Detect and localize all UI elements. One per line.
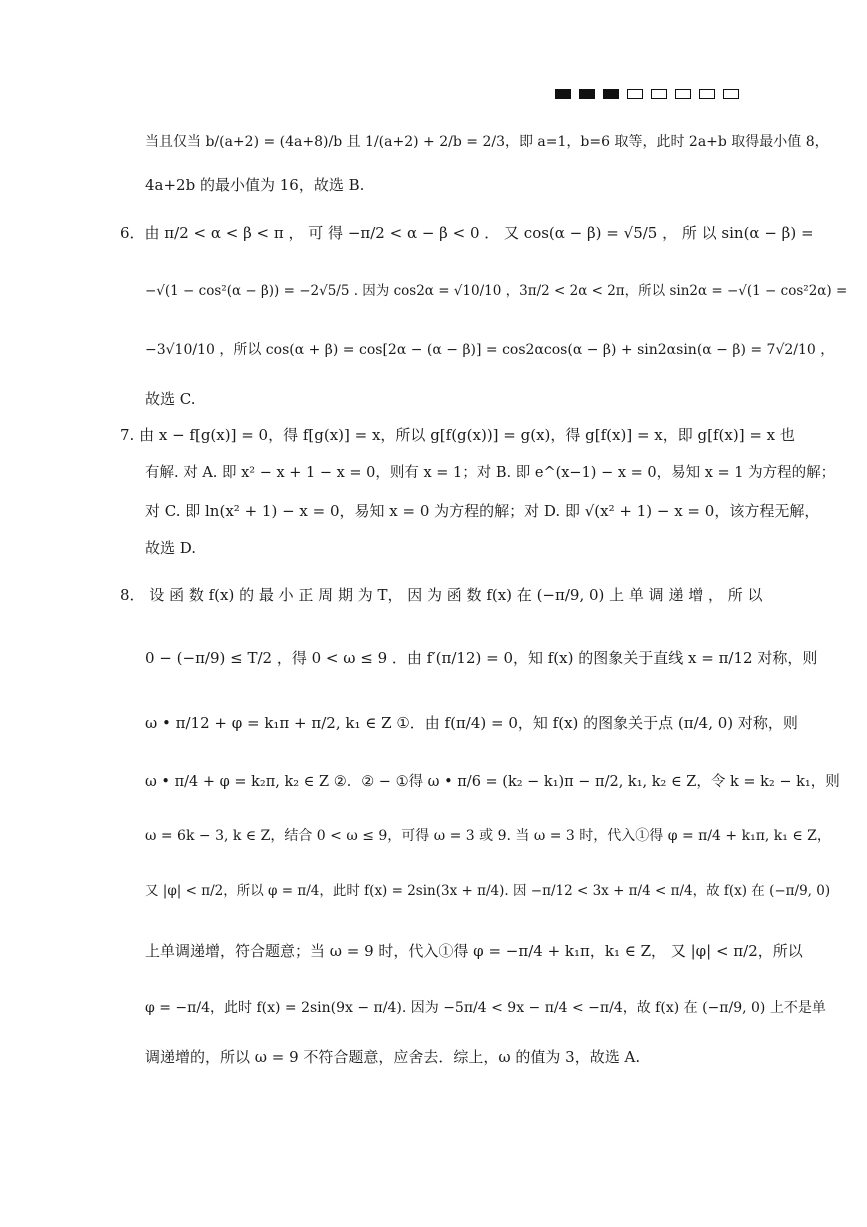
solution-line: −3√10/10 ，所以 cos(α + β) = cos[2α − (α − β)] = cos2αcos(α − β) + sin2αsin(α − β) = 7√2/10 ， <box>145 342 835 358</box>
solution-line: 调递增的，所以 ω = 9 不符合题意，应舍去．综上，ω 的值为 3，故选 A. <box>145 1048 641 1066</box>
solution-line: φ = −π/4，此时 f(x) = 2sin(9x − π/4). 因为 −5π/4 < 9x − π/4 < −π/4，故 f(x) 在 (−π/9, 0) 上不是单 <box>145 1000 826 1016</box>
solution-line: 有解. 对 A. 即 x² − x + 1 − x = 0，则有 x = 1；对 B. 即 e^(x−1) − x = 0，易知 x = 1 为方程的解； <box>145 465 836 481</box>
solution-line: 对 C. 即 ln(x² + 1) − x = 0，易知 x = 0 为方程的解；对 D. 即 √(x² + 1) − x = 0，该方程无解， <box>145 502 820 520</box>
empty-square-icon <box>723 89 739 99</box>
filled-square-icon <box>603 89 619 99</box>
solution-line: ω • π/4 + φ = k₂π, k₂ ∈ Z ②．② − ①得 ω • π/6 = (k₂ − k₁)π − π/2, k₁, k₂ ∈ Z，令 k = k₂ − k₁，则 <box>145 774 840 790</box>
empty-square-icon <box>675 89 691 99</box>
solution-line: ω = 6k − 3, k ∈ Z，结合 0 < ω ≤ 9，可得 ω = 3 或 9. 当 ω = 3 时，代入①得 φ = π/4 + k₁π, k₁ ∈ Z， <box>145 828 831 844</box>
solution-line: 0 − (−π/9) ≤ T/2 ，得 0 < ω ≤ 9 ．由 f′(π/12) = 0，知 f(x) 的图象关于直线 x = π/12 对称，则 <box>145 649 818 667</box>
empty-square-icon <box>651 89 667 99</box>
solution-line: 故选 C. <box>145 390 196 408</box>
filled-square-icon <box>555 89 571 99</box>
empty-square-icon <box>627 89 643 99</box>
solution-line: 上单调递增，符合题意；当 ω = 9 时，代入①得 φ = −π/4 + k₁π，k₁ ∈ Z， 又 |φ| < π/2，所以 <box>145 942 803 960</box>
solution-7-line: 7. 由 x − f[g(x)] = 0，得 f[g(x)] = x，所以 g[f(g(x))] = g(x)，得 g[f(x)] = x，即 g[f(x)] = x 也 <box>120 426 795 444</box>
solution-line: 故选 D. <box>145 539 197 557</box>
solution-line: 当且仅当 b/(a+2) = (4a+8)/b 且 1/(a+2) + 2/b = 2/3，即 a=1，b=6 取等，此时 2a+b 取得最小值 8， <box>145 134 829 150</box>
page-section-marker <box>555 89 739 99</box>
solution-8-line: 8． 设 函 数 f(x) 的 最 小 正 周 期 为 T， 因 为 函 数 f(x) 在 (−π/9, 0) 上 单 调 递 增 ， 所 以 <box>120 586 763 604</box>
solution-line: 又 |φ| < π/2，所以 φ = π/4，此时 f(x) = 2sin(3x + π/4). 因 −π/12 < 3x + π/4 < π/4，故 f(x) 在 (−π/9, 0) <box>145 883 831 899</box>
solution-line: ω • π/12 + φ = k₁π + π/2, k₁ ∈ Z ①．由 f(π/4) = 0，知 f(x) 的图象关于点 (π/4, 0) 对称，则 <box>145 714 798 732</box>
filled-square-icon <box>579 89 595 99</box>
solution-line: −√(1 − cos²(α − β)) = −2√5/5 . 因为 cos2α = √10/10 ，3π/2 < 2α < 2π，所以 sin2α = −√(1 − cos²2α) = <box>145 283 848 299</box>
solution-6-line: 6．由 π/2 < α < β < π ， 可 得 −π/2 < α − β < 0 ． 又 cos(α − β) = √5/5 ， 所 以 sin(α − β) = <box>120 224 814 242</box>
empty-square-icon <box>699 89 715 99</box>
solution-line: 4a+2b 的最小值为 16，故选 B. <box>145 176 365 194</box>
